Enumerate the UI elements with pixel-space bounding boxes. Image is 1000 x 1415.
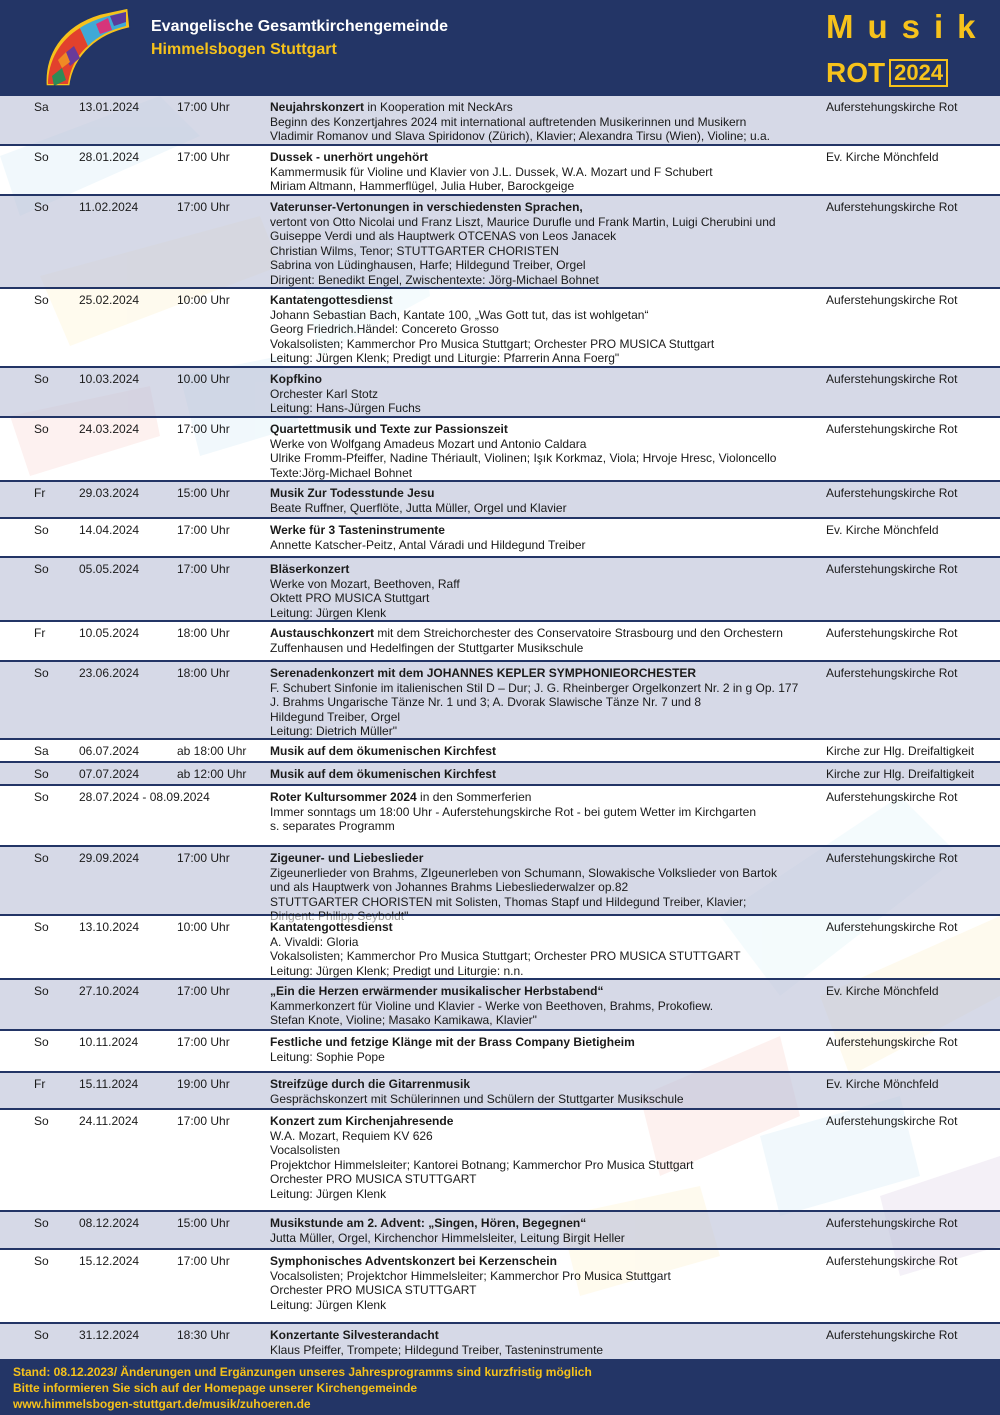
event-detail-line: Leitung: Jürgen Klenk — [270, 1186, 387, 1201]
event-time: 18:30 Uhr — [177, 1328, 230, 1342]
event-date: 27.10.2024 — [79, 984, 140, 998]
event-venue: Auferstehungskirche Rot — [826, 626, 958, 640]
event-detail-line: Leitung: Jürgen Klenk; Predigt und Liturgie: Pfarrerin Anna Foerg" — [270, 351, 620, 366]
event-title-line — [270, 523, 818, 538]
event-day: So — [34, 790, 49, 804]
event-description — [270, 790, 818, 834]
event-venue: Auferstehungskirche Rot — [826, 666, 958, 680]
event-title-line — [270, 562, 818, 577]
event-day: So — [34, 1254, 49, 1268]
event-day: So — [34, 920, 49, 934]
event-day: So — [34, 1035, 49, 1049]
event-venue: Auferstehungskirche Rot — [826, 851, 958, 865]
table-row — [0, 289, 1000, 368]
event-day: So — [34, 767, 49, 781]
church-rainbow-logo — [40, 6, 135, 90]
event-time: 17:00 Uhr — [177, 1035, 230, 1049]
event-venue: Auferstehungskirche Rot — [826, 790, 958, 804]
event-description — [270, 200, 818, 288]
event-day: So — [34, 523, 49, 537]
event-venue: Auferstehungskirche Rot — [826, 422, 958, 436]
event-detail-line: Jutta Müller, Orgel, Kirchenchor Himmelsleiter, Leitung Birgit Heller — [270, 1230, 625, 1245]
event-date: 25.02.2024 — [79, 293, 140, 307]
event-time: 18:00 Uhr — [177, 666, 230, 680]
event-date: 24.11.2024 — [79, 1114, 139, 1128]
event-title: Konzertante Silvesterandacht — [270, 1328, 439, 1342]
table-row — [0, 662, 1000, 740]
event-title: Streifzüge durch die Gitarrenmusik — [270, 1077, 471, 1091]
table-row — [0, 558, 1000, 622]
event-day: Fr — [34, 486, 46, 500]
event-day: So — [34, 200, 49, 214]
event-title-line — [270, 920, 818, 935]
event-detail-line: Georg Friedrich.Händel: Concereto Grosso — [270, 322, 499, 337]
event-venue: Auferstehungskirche Rot — [826, 1035, 958, 1049]
event-detail-line: Orchester PRO MUSICA STUTTGART — [270, 1283, 477, 1298]
event-description — [270, 562, 818, 620]
event-date: 15.11.2024 — [79, 1077, 139, 1091]
event-venue: Kirche zur Hlg. Dreifaltigkeit — [826, 744, 975, 758]
event-time: 19:00 Uhr — [177, 1077, 230, 1091]
event-detail-line: STUTTGARTER CHORISTEN mit Solisten, Thomas Stapf und Hildegund Treiber, Klavier; — [270, 894, 747, 909]
event-detail-line: Texte:Jörg-Michael Bohnet — [270, 465, 413, 480]
event-title: Musik auf dem ökumenischen Kirchfest — [270, 767, 497, 781]
event-title-line — [270, 767, 818, 782]
footer-info-line: Bitte informieren Sie sich auf der Homepage unserer Kirchengemeinde — [13, 1381, 418, 1395]
event-detail-line: Vladimir Romanov und Slava Spiridonov (Zürich), Klavier; Alexandra Tirsu (Wien), Violine; u.a. — [270, 129, 770, 144]
event-venue: Auferstehungskirche Rot — [826, 200, 958, 214]
event-title: Musik auf dem ökumenischen Kirchfest — [270, 744, 497, 758]
event-date: 23.06.2024 — [79, 666, 140, 680]
title-year-box: 2024 — [889, 59, 948, 87]
event-detail-line: Stefan Knote, Violine; Masako Kamikawa, Klavier" — [270, 1013, 537, 1028]
event-detail-line: und als Hauptwerk von Johannes Brahms Liebesliederwalzer op.82 — [270, 880, 629, 895]
event-title-line — [270, 1328, 818, 1343]
event-date: 31.12.2024 — [79, 1328, 140, 1342]
event-description — [270, 920, 818, 978]
event-day: Sa — [34, 744, 49, 758]
table-row — [0, 786, 1000, 847]
event-time: 17:00 Uhr — [177, 100, 230, 114]
table-row — [0, 1031, 1000, 1073]
event-title: Austauschkonzert — [270, 626, 375, 640]
event-detail-line: Immer sonntags um 18:00 Uhr - Auferstehungskirche Rot - bei gutem Wetter im Kirchgarten — [270, 804, 756, 819]
event-title-line — [270, 150, 818, 165]
event-venue: Auferstehungskirche Rot — [826, 1114, 958, 1128]
event-title: Kantatengottesdienst — [270, 293, 393, 307]
event-venue: Kirche zur Hlg. Dreifaltigkeit — [826, 767, 975, 781]
footer-status-line: Stand: 08.12.2023/ Änderungen und Ergänzungen unseres Jahresprogramms sind kurzfristig möglich — [13, 1365, 592, 1379]
event-description — [270, 1035, 818, 1064]
event-date: 10.03.2024 — [79, 372, 140, 386]
event-detail-line: Miriam Altmann, Hammerflügel, Julia Huber, Barockgeige — [270, 179, 575, 194]
event-time: 15:00 Uhr — [177, 1216, 230, 1230]
event-detail-line: Sabrina von Lüdinghausen, Harfe; Hildegund Treiber, Orgel — [270, 258, 586, 273]
event-detail-line: Orchester PRO MUSICA STUTTGART — [270, 1172, 477, 1187]
event-date: 06.07.2024 — [79, 744, 140, 758]
event-detail-line: s. separates Programm — [270, 819, 395, 834]
event-day: So — [34, 562, 49, 576]
event-detail-line: Vocalsolisten — [270, 1143, 341, 1158]
event-detail-line: Christian Wilms, Tenor; STUTTGARTER CHORISTEN — [270, 243, 559, 258]
event-title-line — [270, 422, 818, 437]
event-detail-line: vertont von Otto Nicolai und Franz Liszt, Maurice Durufle und Frank Martin, Luigi Cherubini und — [270, 214, 776, 229]
event-date: 14.04.2024 — [79, 523, 140, 537]
event-description — [270, 1077, 818, 1106]
event-title-suffix: in den Sommerferien — [416, 790, 532, 804]
event-date: 05.05.2024 — [79, 562, 140, 576]
table-row — [0, 980, 1000, 1031]
table-row — [0, 418, 1000, 482]
event-date: 29.03.2024 — [79, 486, 140, 500]
event-detail-line: Zuffenhausen und Hedelfingen der Stuttgarter Musikschule — [270, 640, 584, 655]
event-venue: Ev. Kirche Mönchfeld — [826, 984, 939, 998]
event-detail-line: Vokalsolisten; Kammerchor Pro Musica Stuttgart; Orchester PRO MUSICA STUTTGART — [270, 949, 741, 964]
event-time: 17:00 Uhr — [177, 150, 230, 164]
event-description — [270, 1114, 818, 1202]
table-row — [0, 740, 1000, 763]
event-description — [270, 626, 818, 655]
event-detail-line: Werke von Wolfgang Amadeus Mozart und Antonio Caldara — [270, 436, 587, 451]
org-name-line1: Evangelische Gesamtkirchengemeinde — [151, 18, 449, 35]
event-time: 18:00 Uhr — [177, 626, 230, 640]
event-day: So — [34, 150, 49, 164]
event-title: Konzert zum Kirchenjahresende — [270, 1114, 454, 1128]
event-title-line — [270, 1114, 818, 1129]
event-time: ab 12:00 Uhr — [177, 767, 247, 781]
event-title-line — [270, 372, 818, 387]
table-row — [0, 1073, 1000, 1110]
event-title: Symphonisches Adventskonzert bei Kerzenschein — [270, 1254, 557, 1268]
event-title: Quartettmusik und Texte zur Passionszeit — [270, 422, 508, 436]
title-rot — [826, 57, 948, 89]
event-title: „Ein die Herzen erwärmender musikalischer Herbstabend“ — [270, 984, 604, 998]
event-day: So — [34, 1328, 49, 1342]
event-detail-line: Klaus Pfeiffer, Trompete; Hildegund Treiber, Tasteninstrumente — [270, 1342, 604, 1357]
event-date: 13.01.2024 — [79, 100, 140, 114]
event-description — [270, 523, 818, 552]
event-detail-line: Leitung: Jürgen Klenk — [270, 1297, 387, 1312]
event-time: 15:00 Uhr — [177, 486, 230, 500]
event-title-line — [270, 626, 818, 641]
event-venue: Ev. Kirche Mönchfeld — [826, 150, 939, 164]
event-detail-line: Zigeunerlieder von Brahms, ZIgeunerleben von Schumann, Slowakische Volkslieder von Bartok — [270, 865, 777, 880]
table-row — [0, 916, 1000, 980]
event-detail-line: Orchester Karl Stotz — [270, 386, 379, 401]
table-row — [0, 763, 1000, 786]
event-detail-line: Beginn des Konzertjahres 2024 mit international auftretenden Musikerinnen und Musikern — [270, 114, 747, 129]
table-row — [0, 519, 1000, 558]
event-venue: Auferstehungskirche Rot — [826, 1216, 958, 1230]
event-title: Festliche und fetzige Klänge mit der Brass Company Bietigheim — [270, 1035, 635, 1049]
event-detail-line: Gesprächskonzert mit Schülerinnen und Schülern der Stuttgarter Musikschule — [270, 1091, 684, 1106]
event-venue: Auferstehungskirche Rot — [826, 1328, 958, 1342]
page-footer — [0, 1361, 1000, 1415]
event-detail-line: Leitung: Jürgen Klenk — [270, 605, 387, 620]
title-musik: Musik — [826, 8, 990, 45]
event-venue: Auferstehungskirche Rot — [826, 1254, 958, 1268]
event-detail-line: Kammermusik für Violine und Klavier von J.L. Dussek, W.A. Mozart und F Schubert — [270, 164, 713, 179]
event-detail-line: Annette Katscher-Peitz, Antal Váradi und Hildegund Treiber — [270, 537, 586, 552]
event-time: 17:00 Uhr — [177, 523, 230, 537]
event-detail-line: Kammerkonzert für Violine und Klavier - Werke von Beethoven, Brahms, Prokofiew. — [270, 998, 714, 1013]
event-detail-line: Leitung: Jürgen Klenk; Predigt und Liturgie: n.n. — [270, 963, 524, 978]
event-title-line — [270, 666, 818, 681]
event-detail-line: Oktett PRO MUSICA Stuttgart — [270, 591, 430, 606]
event-date: 28.07.2024 - 08.09.2024 — [79, 790, 210, 804]
event-day: Fr — [34, 1077, 46, 1091]
page-header — [0, 0, 1000, 96]
event-title-line — [270, 100, 818, 115]
event-time: 17:00 Uhr — [177, 1114, 230, 1128]
event-title-line — [270, 1077, 818, 1092]
event-description — [270, 851, 818, 924]
event-description — [270, 984, 818, 1028]
event-date: 10.05.2024 — [79, 626, 140, 640]
event-title-line — [270, 486, 818, 501]
table-row — [0, 1250, 1000, 1324]
event-time: 17:00 Uhr — [177, 562, 230, 576]
event-description — [270, 100, 818, 144]
event-time: 10:00 Uhr — [177, 920, 230, 934]
event-day: So — [34, 666, 49, 680]
event-time: 17:00 Uhr — [177, 200, 230, 214]
event-description — [270, 372, 818, 416]
event-description — [270, 1328, 818, 1357]
table-row — [0, 368, 1000, 418]
event-title-line — [270, 851, 818, 866]
event-day: So — [34, 984, 49, 998]
event-detail-line: Guiseppe Verdi und als Hauptwerk OTCENAS von Leos Janacek — [270, 229, 617, 244]
event-time: 17:00 Uhr — [177, 851, 230, 865]
event-date: 24.03.2024 — [79, 422, 140, 436]
event-detail-line: Vokalsolisten; Kammerchor Pro Musica Stuttgart; Orchester PRO MUSICA Stuttgart — [270, 336, 715, 351]
event-description — [270, 150, 818, 194]
event-date: 11.02.2024 — [79, 200, 139, 214]
table-row — [0, 1212, 1000, 1250]
event-detail-line: Projektchor Himmelsleiter; Kantorei Botnang; Kammerchor Pro Musica Stuttgart — [270, 1157, 694, 1172]
event-date: 13.10.2024 — [79, 920, 140, 934]
event-title: Musikstunde am 2. Advent: „Singen, Hören, Begegnen“ — [270, 1216, 587, 1230]
event-time: ab 18:00 Uhr — [177, 744, 247, 758]
event-date: 28.01.2024 — [79, 150, 140, 164]
event-description — [270, 486, 818, 515]
event-venue: Ev. Kirche Mönchfeld — [826, 1077, 939, 1091]
title-rot-word: ROT — [826, 57, 886, 88]
event-description — [270, 293, 818, 366]
event-day: So — [34, 851, 49, 865]
event-detail-line: Beate Ruffner, Querflöte, Jutta Müller, Orgel und Klavier — [270, 500, 567, 515]
event-title-line — [270, 984, 818, 999]
event-venue: Auferstehungskirche Rot — [826, 486, 958, 500]
event-day: Sa — [34, 100, 49, 114]
table-row — [0, 96, 1000, 146]
event-title-line — [270, 790, 818, 805]
event-description — [270, 744, 818, 759]
event-title-suffix: mit dem Streichorchester des Conservatoire Strasbourg und den Orchestern — [374, 626, 783, 640]
event-description — [270, 666, 818, 739]
event-date: 15.12.2024 — [79, 1254, 140, 1268]
org-name-line2: Himmelsbogen Stuttgart — [151, 41, 337, 58]
event-venue: Auferstehungskirche Rot — [826, 920, 958, 934]
event-title-line — [270, 1035, 818, 1050]
event-day: So — [34, 372, 49, 386]
event-time: 17:00 Uhr — [177, 984, 230, 998]
event-detail-line: W.A. Mozart, Requiem KV 626 — [270, 1128, 433, 1143]
event-title: Dussek - unerhört ungehört — [270, 150, 429, 164]
event-title: Vaterunser-Vertonungen in verschiedensten Sprachen, — [270, 200, 583, 214]
event-title: Kantatengottesdienst — [270, 920, 393, 934]
event-date: 07.07.2024 — [79, 767, 140, 781]
event-detail-line: Vocalsolisten; Projektchor Himmelsleiter; Kammerchor Pro Musica Stuttgart — [270, 1268, 671, 1283]
table-row — [0, 482, 1000, 519]
event-description — [270, 767, 818, 782]
footer-website-link[interactable]: www.himmelsbogen-stuttgart.de/musik/zuhoeren.de — [13, 1397, 311, 1411]
event-date: 29.09.2024 — [79, 851, 140, 865]
event-title-line — [270, 200, 818, 215]
event-day: So — [34, 1216, 49, 1230]
table-row — [0, 847, 1000, 916]
event-detail-line: Hildegund Treiber, Orgel — [270, 709, 401, 724]
event-detail-line: Ulrike Fromm-Pfeiffer, Nadine Thériault, Violinen; Işık Korkmaz, Viola; Hrvoje Hresc, Violoncello — [270, 451, 777, 466]
event-detail-line: Johann Sebastian Bach, Kantate 100, „Was Gott tut, das ist wohlgetan“ — [270, 307, 649, 322]
event-title-line — [270, 1254, 818, 1269]
event-description — [270, 422, 818, 480]
event-title: Werke für 3 Tasteninstrumente — [270, 523, 445, 537]
event-title-line — [270, 744, 818, 759]
event-time: 10.00 Uhr — [177, 372, 230, 386]
table-row — [0, 146, 1000, 196]
event-detail-line: J. Brahms Ungarische Tänze Nr. 1 und 3; A. Dvorak Slawische Tänze Nr. 7 und 8 — [270, 695, 702, 710]
event-venue: Ev. Kirche Mönchfeld — [826, 523, 939, 537]
event-venue: Auferstehungskirche Rot — [826, 293, 958, 307]
event-title-line — [270, 1216, 818, 1231]
table-row — [0, 196, 1000, 289]
event-title: Neujahrskonzert — [270, 100, 365, 114]
event-venue: Auferstehungskirche Rot — [826, 372, 958, 386]
event-title: Kopfkino — [270, 372, 322, 386]
event-time: 10:00 Uhr — [177, 293, 230, 307]
event-venue: Auferstehungskirche Rot — [826, 562, 958, 576]
event-title: Roter Kultursommer 2024 — [270, 790, 417, 804]
event-date: 10.11.2024 — [79, 1035, 139, 1049]
event-time: 17:00 Uhr — [177, 1254, 230, 1268]
event-title-suffix: in Kooperation mit NeckArs — [364, 100, 513, 114]
event-day: So — [34, 1114, 49, 1128]
event-title: Zigeuner- und Liebeslieder — [270, 851, 424, 865]
event-detail-line: Leitung: Sophie Pope — [270, 1049, 385, 1064]
event-detail-line: A. Vivaldi: Gloria — [270, 934, 359, 949]
event-day: So — [34, 422, 49, 436]
table-row — [0, 1324, 1000, 1361]
event-description — [270, 1254, 818, 1312]
event-venue: Auferstehungskirche Rot — [826, 100, 958, 114]
event-title-line — [270, 293, 818, 308]
event-title: Serenadenkonzert mit dem JOHANNES KEPLER SYMPHONIEORCHESTER — [270, 666, 697, 680]
event-day: Fr — [34, 626, 46, 640]
event-detail-line: F. Schubert Sinfonie im italienischen Stil D – Dur; J. G. Rheinberger Orgelkonzert Nr. 2 in g Op. 177 — [270, 680, 799, 695]
event-detail-line: Leitung: Hans-Jürgen Fuchs — [270, 401, 421, 416]
event-description — [270, 1216, 818, 1245]
event-date: 08.12.2024 — [79, 1216, 140, 1230]
event-day: So — [34, 293, 49, 307]
event-title: Bläserkonzert — [270, 562, 350, 576]
event-detail-line: Werke von Mozart, Beethoven, Raff — [270, 576, 460, 591]
event-detail-line: Dirigent: Benedikt Engel, Zwischentexte: Jörg-Michael Bohnet — [270, 272, 599, 287]
table-row — [0, 622, 1000, 662]
event-detail-line: Leitung: Dietrich Müller" — [270, 724, 397, 739]
event-time: 17:00 Uhr — [177, 422, 230, 436]
table-row — [0, 1110, 1000, 1212]
event-title: Musik Zur Todesstunde Jesu — [270, 486, 435, 500]
